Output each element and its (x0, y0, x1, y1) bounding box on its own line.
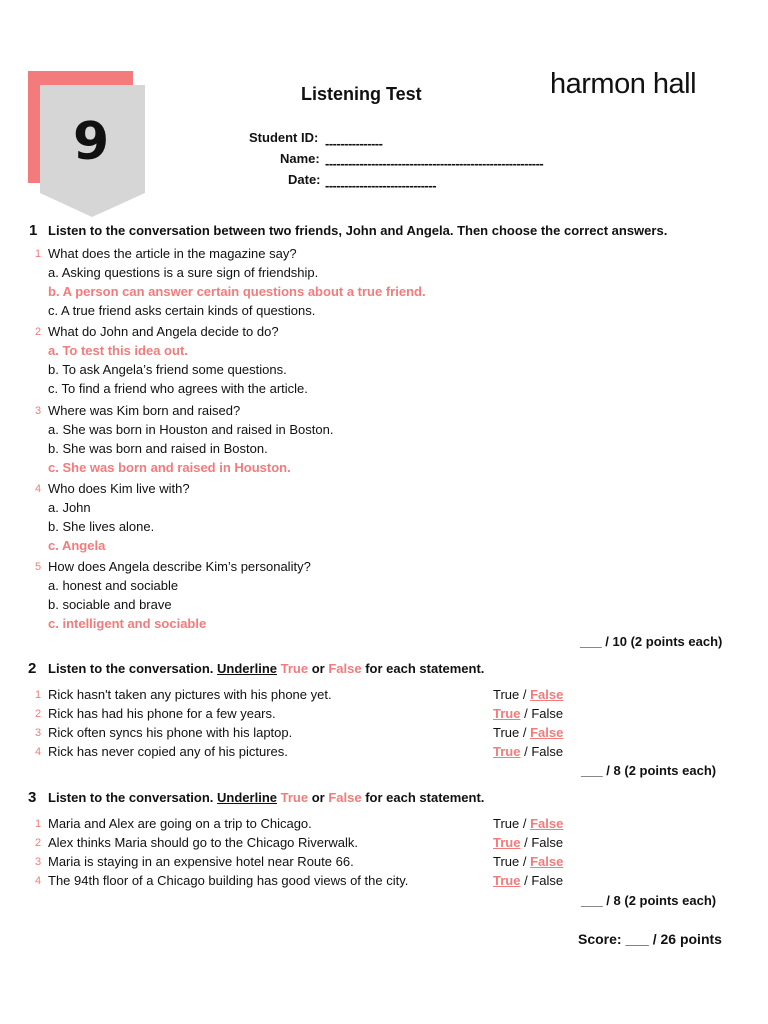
true-false-choice (493, 725, 563, 740)
statement-text: The 94th floor of a Chicago building has good views of the city. (48, 873, 409, 888)
name-label: Name: (280, 151, 320, 166)
instruction-or: or (311, 790, 325, 805)
section-2-number: 2 (28, 660, 37, 677)
statement-number: 4 (35, 875, 42, 887)
false-option[interactable]: False (530, 687, 564, 702)
statement-text: Rick has had his phone for a few years. (48, 706, 276, 721)
true-false-choice (493, 873, 563, 888)
true-option[interactable]: True (493, 744, 521, 759)
section-1-instruction: Listen to the conversation between two friends, John and Angela. Then choose the correct answers. (48, 223, 668, 238)
answer-option[interactable]: b. To ask Angela’s friend some questions. (48, 362, 287, 377)
name-field[interactable]: --------------------------------------------------------- (325, 156, 544, 171)
statement-text: Maria is staying in an expensive hotel near Route 66. (48, 854, 354, 869)
section-3-instruction (48, 790, 484, 805)
true-option[interactable]: True (493, 854, 520, 869)
student-id-label: Student ID: (249, 130, 319, 145)
instruction-post: for each statement. (365, 790, 485, 805)
false-option[interactable]: False (530, 854, 564, 869)
section-3-score: ___ / 8 (2 points each) (581, 893, 717, 908)
true-false-choice (493, 744, 563, 759)
answer-option[interactable]: c. To find a friend who agrees with the article. (48, 381, 308, 396)
true-false-choice (493, 816, 563, 831)
statement-number: 3 (35, 727, 42, 739)
false-option[interactable]: False (531, 706, 564, 721)
true-false-choice (493, 854, 563, 869)
separator: / (520, 835, 532, 850)
question-text: Where was Kim born and raised? (48, 403, 241, 418)
true-option[interactable]: True (493, 725, 520, 740)
question-number: 2 (35, 326, 42, 338)
instruction-false: False (328, 790, 362, 805)
statement-text: Rick hasn't taken any pictures with his phone yet. (48, 687, 332, 702)
statement-number: 4 (35, 746, 42, 758)
instruction-underline: Underline (217, 661, 277, 676)
instruction-true: True (280, 790, 309, 805)
question-text: What do John and Angela decide to do? (48, 324, 279, 339)
false-option[interactable]: False (531, 744, 564, 759)
true-option[interactable]: True (493, 873, 521, 888)
false-option[interactable]: False (530, 816, 564, 831)
answer-option[interactable]: b. She lives alone. (48, 519, 155, 534)
instruction-text: Listen to the conversation. (48, 661, 218, 676)
false-option[interactable]: False (531, 873, 564, 888)
statement-number: 1 (35, 818, 42, 830)
true-option[interactable]: True (493, 706, 521, 721)
section-1-number: 1 (29, 222, 38, 239)
question-number: 5 (35, 561, 42, 573)
separator: / (520, 873, 532, 888)
statement-number: 2 (35, 837, 42, 849)
answer-option[interactable]: c. A true friend asks certain kinds of questions. (48, 303, 316, 318)
statement-number: 1 (35, 689, 42, 701)
statement-text: Rick has never copied any of his pictures. (48, 744, 288, 759)
true-option[interactable]: True (493, 835, 521, 850)
instruction-false: False (328, 661, 362, 676)
section-2-score: ___ / 8 (2 points each) (581, 763, 717, 778)
instruction-post: for each statement. (365, 661, 485, 676)
answer-option-correct[interactable]: b. A person can answer certain questions about a true friend. (48, 284, 426, 299)
page-title: Listening Test (301, 84, 422, 104)
answer-option[interactable]: a. Asking questions is a sure sign of friendship. (48, 265, 319, 280)
separator: / (519, 816, 531, 831)
section-3-number: 3 (28, 789, 37, 806)
unit-number: 9 (73, 112, 110, 172)
answer-option-correct[interactable]: c. She was born and raised in Houston. (48, 460, 291, 475)
question-text: What does the article in the magazine say? (48, 246, 297, 261)
instruction-or: or (311, 661, 325, 676)
question-number: 4 (35, 483, 42, 495)
false-option[interactable]: False (531, 835, 564, 850)
separator: / (519, 725, 531, 740)
instruction-true: True (280, 661, 309, 676)
separator: / (520, 706, 532, 721)
answer-option[interactable]: a. She was born in Houston and raised in Boston. (48, 422, 334, 437)
true-option[interactable]: True (493, 816, 520, 831)
brand-logo: harmon hall (550, 68, 697, 100)
statement-number: 3 (35, 856, 42, 868)
separator: / (520, 744, 532, 759)
question-text: Who does Kim live with? (48, 481, 190, 496)
answer-option[interactable]: a. honest and sociable (48, 578, 179, 593)
instruction-underline: Underline (217, 790, 277, 805)
separator: / (519, 687, 531, 702)
separator: / (519, 854, 531, 869)
instruction-text: Listen to the conversation. (48, 790, 218, 805)
question-number: 3 (35, 405, 42, 417)
true-false-choice (493, 706, 563, 721)
answer-option[interactable]: b. sociable and brave (48, 597, 172, 612)
question-text: How does Angela describe Kim’s personality? (48, 559, 311, 574)
statement-text: Rick often syncs his phone with his laptop. (48, 725, 293, 740)
statement-text: Alex thinks Maria should go to the Chicago Riverwalk. (48, 835, 358, 850)
answer-option-correct[interactable]: c. intelligent and sociable (48, 616, 207, 631)
section-2-instruction (48, 661, 484, 676)
statement-text: Maria and Alex are going on a trip to Chicago. (48, 816, 312, 831)
false-option[interactable]: False (530, 725, 564, 740)
true-option[interactable]: True (493, 687, 520, 702)
true-false-choice (493, 835, 563, 850)
answer-option-correct[interactable]: c. Angela (48, 538, 106, 553)
answer-option[interactable]: a. John (48, 500, 91, 515)
question-number: 1 (35, 248, 42, 260)
student-id-field[interactable]: --------------- (325, 136, 383, 151)
answer-option[interactable]: b. She was born and raised in Boston. (48, 441, 268, 456)
total-score: Score: ___ / 26 points (578, 931, 722, 947)
section-1-score: ___ / 10 (2 points each) (580, 634, 723, 649)
date-label: Date: (288, 172, 321, 187)
answer-option-correct[interactable]: a. To test this idea out. (48, 343, 188, 358)
statement-number: 2 (35, 708, 42, 720)
true-false-choice (493, 687, 563, 702)
date-field[interactable]: ----------------------------- (325, 178, 437, 193)
